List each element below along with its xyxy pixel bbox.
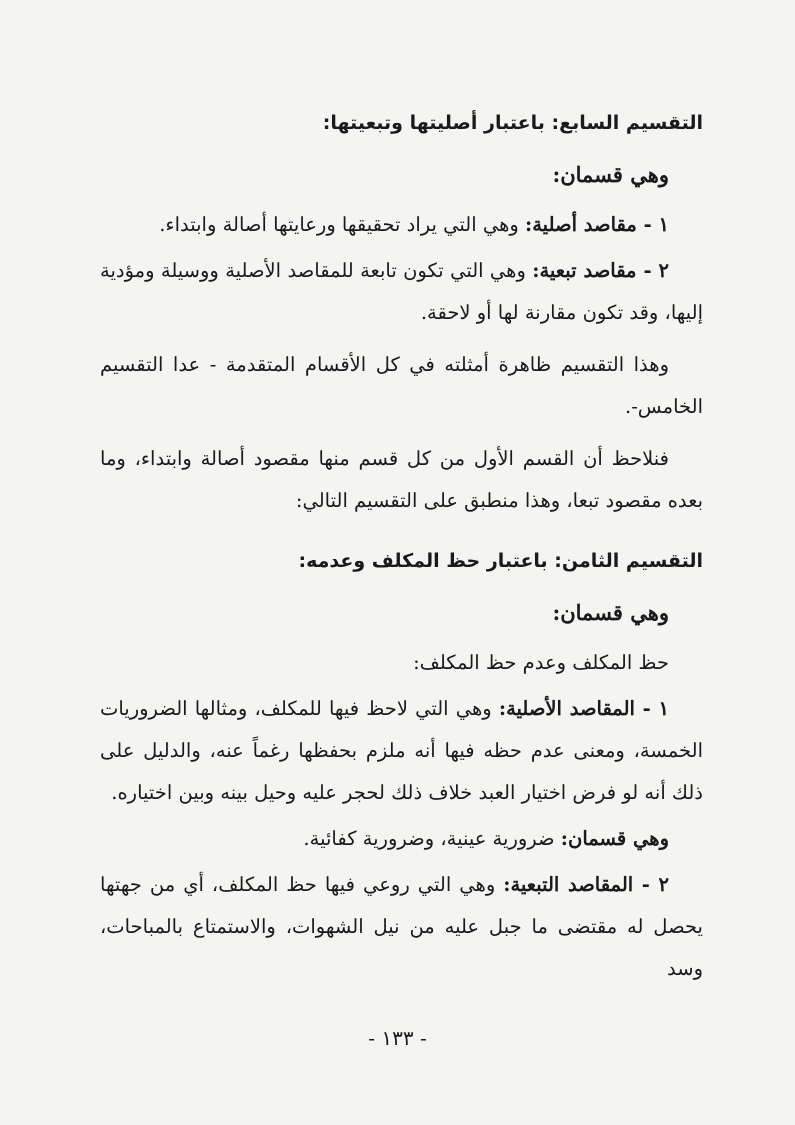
section-8-item-2-text: وهي التي روعي فيها حظ المكلف، أي من جهتها يحصل له مقتضى ما جبل عليه من نيل الشهوات، والاستمتاع بالمباحات، وسد	[100, 873, 703, 980]
section-7-item-1-text: وهي التي يراد تحقيقها ورعايتها أصالة وابتداء.	[159, 213, 526, 236]
section-8-kinds-lead: وهي قسمان:	[560, 827, 669, 850]
section-8-kinds	[100, 818, 703, 860]
section-7-item-2-lead: ٢ - مقاصد تبعية:	[532, 259, 669, 282]
section-8-item-1	[100, 688, 703, 814]
section-8-item-1-lead: ١ - المقاصد الأصلية:	[498, 697, 670, 720]
section-8-kinds-text: ضرورية عينية، وضرورية كفائية.	[303, 827, 561, 850]
section-7-heading: التقسيم السابع: باعتبار أصليتها وتبعيتها:	[322, 112, 703, 134]
section-7-item-1-lead: ١ - مقاصد أصلية:	[525, 213, 669, 236]
section-7-item-1	[100, 204, 703, 246]
page-number: - ١٣٣ -	[368, 1026, 427, 1050]
section-7-subheading: وهي قسمان:	[552, 162, 669, 187]
section-8-subheading: وهي قسمان:	[552, 600, 669, 625]
section-7-item-2	[100, 250, 703, 334]
section-8-item-2-lead: ٢ - المقاصد التبعية:	[503, 873, 669, 896]
section-8-item-2	[100, 864, 703, 990]
section-7-paragraph-3: وهذا التقسيم ظاهرة أمثلته في كل الأقسام المتقدمة - عدا التقسيم الخامس-.	[100, 353, 703, 418]
section-8-heading: التقسيم الثامن: باعتبار حظ المكلف وعدمه:	[298, 550, 703, 572]
section-8-intro: حظ المكلف وعدم حظ المكلف:	[413, 651, 669, 674]
section-8-item-1-text: وهي التي لاحظ فيها للمكلف، ومثالها الضروريات الخمسة، ومعنى عدم حظه فيها أنه ملزم بحفظها رغماً عنه، والدليل على ذلك أنه لو فرض اختيار العبد خلاف ذلك لحجر عليه وحيل بينه وبين اختياره.	[100, 697, 703, 804]
section-7-paragraph-4: فنلاحظ أن القسم الأول من كل قسم منها مقصود أصالة وابتداء، وما بعده مقصود تبعا، وهذا منطبق على التقسيم التالي:	[100, 447, 703, 512]
section-7-item-2-text: وهي التي تكون تابعة للمقاصد الأصلية ووسيلة ومؤدية إليها، وقد تكون مقارنة لها أو لاحقة.	[100, 259, 703, 324]
